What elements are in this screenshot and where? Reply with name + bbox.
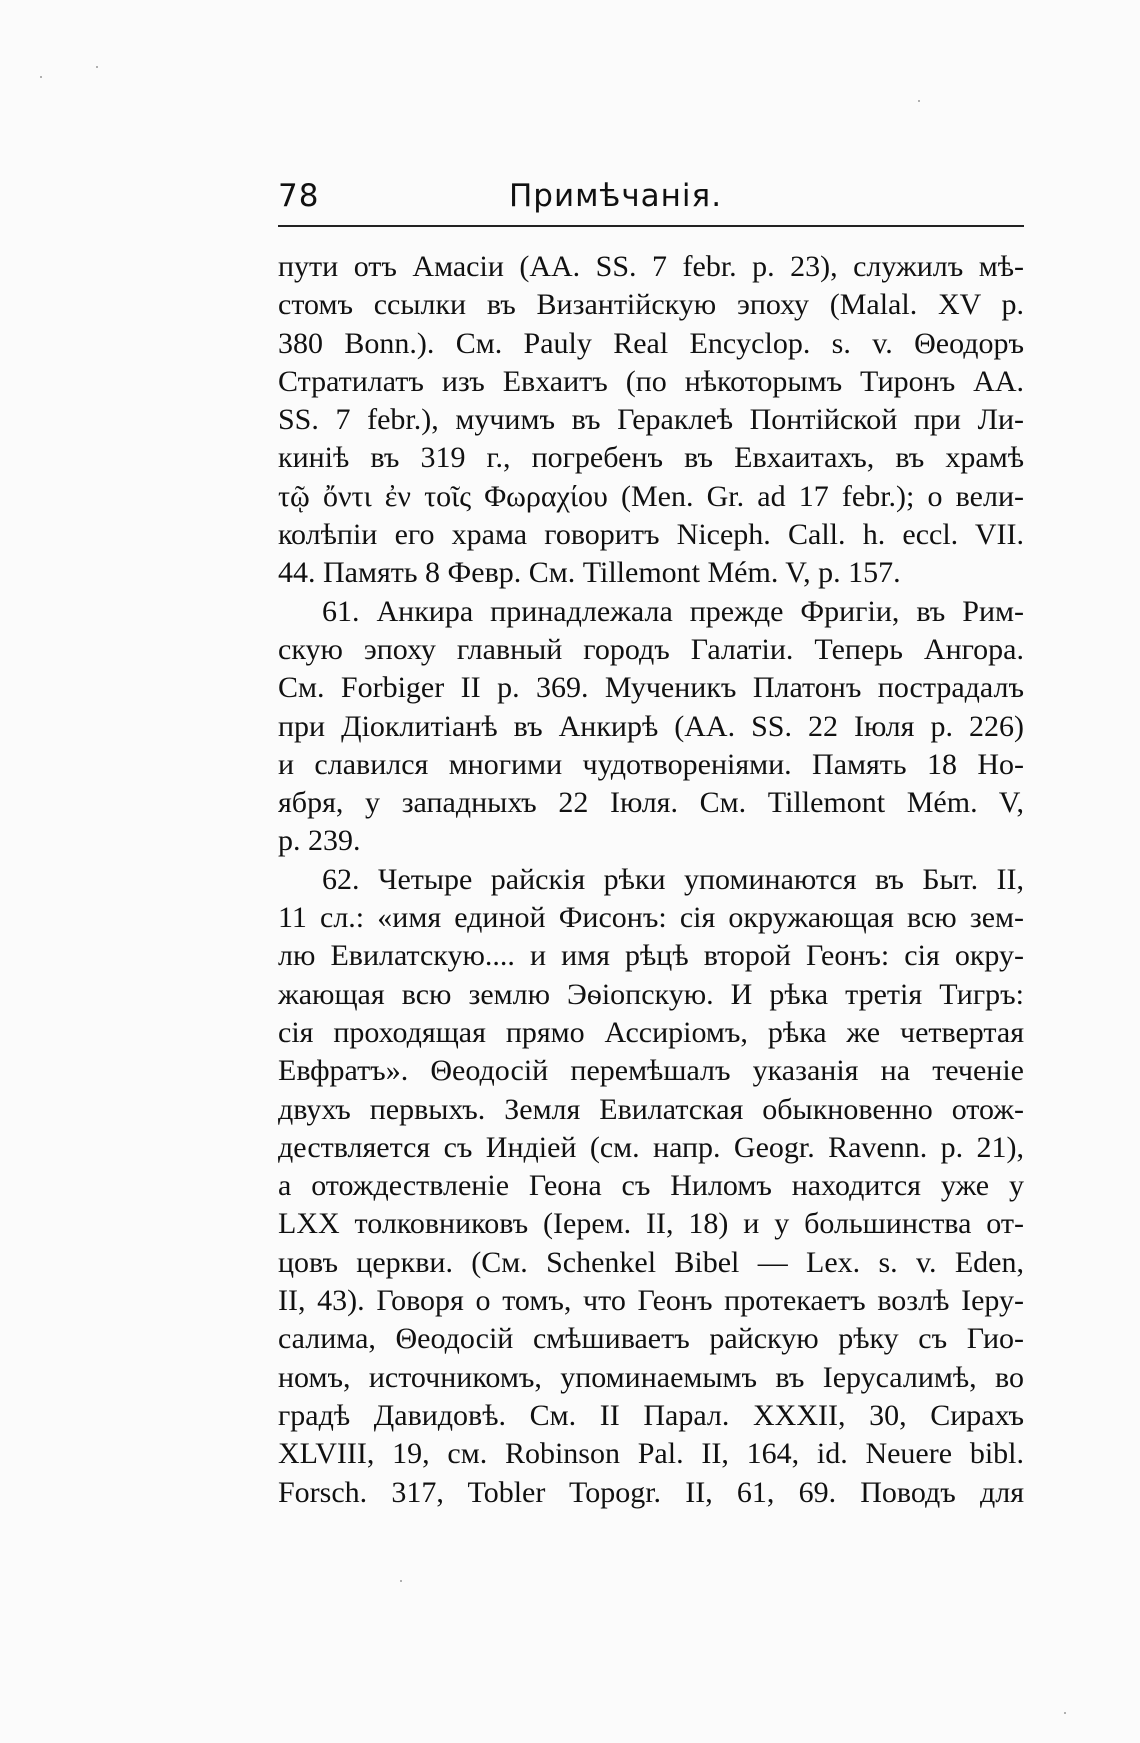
page-header (278, 178, 1024, 224)
text-line: Евфратъ». Θеодосій перемѣшалъ указанія на теченіе (278, 1054, 1024, 1088)
text-line: градѣ Давидовѣ. См. II Парал. XXXII, 30, Сирахъ (278, 1398, 1024, 1432)
text-line: 11 сл.: «имя единой Фисонъ: сія окружающая всю зем- (278, 901, 1024, 935)
text-line: сія проходящая прямо Ассиріомъ, рѣка же четвертая (278, 1015, 1024, 1049)
page-number: 78 (278, 178, 320, 214)
paper-speck (918, 100, 920, 102)
header-rule (278, 225, 1024, 227)
text-line: салима, Θеодосій смѣшиваетъ райскую рѣку съ Гио- (278, 1322, 1024, 1356)
paper-speck (96, 66, 98, 68)
text-line: Стратилатъ изъ Евхаитъ (по нѣкоторымъ Тиронъ АА. (278, 364, 1024, 398)
running-title: Примѣчанія. (509, 178, 723, 214)
text-line: τῷ ὄντι ἐν τοῖς Φωραχίου (Men. Gr. ad 17 febr.); о вели- (278, 479, 1024, 513)
text-line: 44. Память 8 Февр. См. Tillemont Mém. V, p. 157. (278, 556, 901, 590)
text-line: двухъ первыхъ. Земля Евилатская обыкновенно отож- (278, 1092, 1024, 1126)
note-62-start: 62. Четыре райскія рѣки упоминаются въ Быт. II, (322, 862, 1024, 896)
text-line: 380 Bonn.). См. Pauly Real Encyclop. s. v. Θеодоръ (278, 326, 1024, 360)
paper-speck (40, 76, 42, 78)
text-line: LXX толковниковъ (Іерем. II, 18) и у большинства от- (278, 1207, 1024, 1241)
text-line: стомъ ссылки въ Византійскую эпоху (Malal. XV p. (278, 288, 1024, 322)
text-line: номъ, источникомъ, упоминаемымъ въ Іерусалимѣ, во (278, 1360, 1024, 1394)
paper-speck (400, 1580, 402, 1582)
paper-speck (1064, 1712, 1066, 1714)
text-line: жающая всю землю Эѳіопскую. И рѣка третія Тигръ: (278, 977, 1024, 1011)
text-line: при Діоклитіанѣ въ Анкирѣ (АА. SS. 22 Іюля p. 226) (278, 709, 1024, 743)
text-line: дествляется съ Индіей (см. напр. Geogr. Ravenn. p. 21), (278, 1130, 1024, 1164)
text-line: ября, у западныхъ 22 Іюля. См. Tillemont Mém. V, (278, 786, 1024, 820)
text-line: колѣпіи его храма говоритъ Niceph. Call. h. eccl. VII. (278, 518, 1024, 552)
text-line: а отождествленіе Геона съ Ниломъ находится уже у (278, 1169, 1024, 1203)
text-line: SS. 7 febr.), мучимъ въ Гераклеѣ Понтійской при Ли- (278, 403, 1024, 437)
text-line: II, 43). Говоря о томъ, что Геонъ протекаетъ возлѣ Іеру- (278, 1284, 1024, 1318)
text-line: Forsch. 317, Tobler Topogr. II, 61, 69. Поводъ для (278, 1475, 1024, 1509)
notes-body (278, 248, 1024, 1512)
text-line: цовъ церкви. (См. Schenkel Bibel — Lex. s. v. Eden, (278, 1245, 1024, 1279)
text-line: p. 239. (278, 824, 361, 858)
text-line: См. Forbiger II p. 369. Мученикъ Платонъ пострадалъ (278, 671, 1024, 705)
text-line: киніѣ въ 319 г., погребенъ въ Евхаитахъ, въ храмѣ (278, 441, 1024, 475)
text-line: и славился многими чудотвореніями. Память 18 Но- (278, 747, 1024, 781)
text-line: XLVIII, 19, см. Robinson Pal. II, 164, id. Neuere bibl. (278, 1437, 1024, 1471)
text-line: лю Евилатскую.... и имя рѣцѣ второй Геонъ: сія окру- (278, 939, 1024, 973)
text-line: пути отъ Амасіи (АА. SS. 7 febr. p. 23), служилъ мѣ- (278, 250, 1024, 283)
note-61-start: 61. Анкира принадлежала прежде Фригіи, въ Рим- (322, 594, 1024, 628)
text-line: скую эпоху главный городъ Галатіи. Теперь Ангора. (278, 632, 1024, 666)
